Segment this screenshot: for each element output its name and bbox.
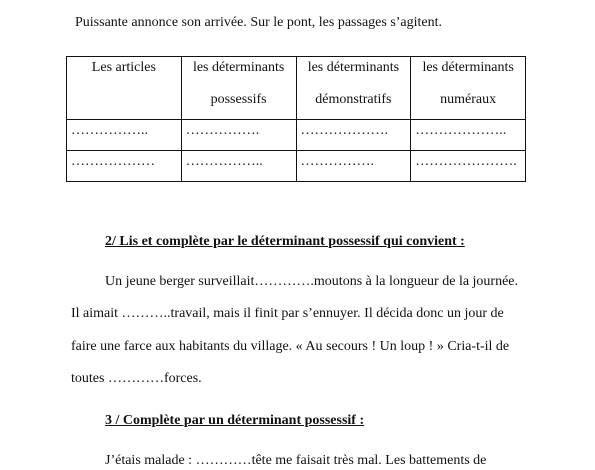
exercise2-line: faire une farce aux habitants du village. « Au secours ! Un loup ! » Cria-t-il de (71, 339, 510, 354)
header-possessifs (181, 57, 296, 120)
table-cell-blank[interactable]: ……………….. (411, 120, 526, 151)
header-articles (67, 57, 182, 120)
table-row (67, 120, 526, 151)
header-numeraux-line2: numéraux (440, 92, 497, 107)
exercise2-line: Un jeune berger surveillait………….moutons à la longueur de la journée. (105, 274, 519, 289)
header-numeraux-line1: les déterminants (422, 60, 514, 75)
table-cell-blank[interactable]: …………………. (411, 151, 526, 182)
header-demonstratifs (296, 57, 411, 120)
table-header-row (67, 57, 526, 120)
table-cell-blank[interactable]: …………….. (67, 120, 182, 151)
intro-sentence: Puissante annonce son arrivée. Sur le pont, les passages s’agitent. (75, 15, 443, 30)
determinants-table (66, 56, 526, 182)
header-articles-line1: Les articles (91, 60, 156, 75)
exercise2-title: 2/ Lis et complète par le déterminant possessif qui convient : (105, 234, 465, 249)
exercise3-line: J’étais malade : …………tête me faisait très mal. Les battements de (105, 453, 487, 468)
table-row (67, 151, 526, 182)
exercise2-line: Il aimait ………..travail, mais il finit par s’ennuyer. Il décida donc un jour de (71, 306, 504, 321)
table-cell-blank[interactable]: ……………. (181, 120, 296, 151)
exercise2-line: toutes …………forces. (71, 371, 202, 386)
header-demonstratifs-line2: démonstratifs (315, 92, 392, 107)
header-demonstratifs-line1: les déterminants (307, 60, 400, 75)
header-numeraux (411, 57, 526, 120)
header-possessifs-line1: les déterminants (192, 60, 285, 75)
table-cell-blank[interactable]: ……………. (296, 151, 411, 182)
header-possessifs-line2: possessifs (210, 92, 267, 107)
table-cell-blank[interactable]: ……………… (67, 151, 182, 182)
exercise3-title: 3 / Complète par un déterminant possessif : (105, 413, 365, 428)
table-cell-blank[interactable]: …………….. (181, 151, 296, 182)
table-cell-blank[interactable]: ………………. (296, 120, 411, 151)
